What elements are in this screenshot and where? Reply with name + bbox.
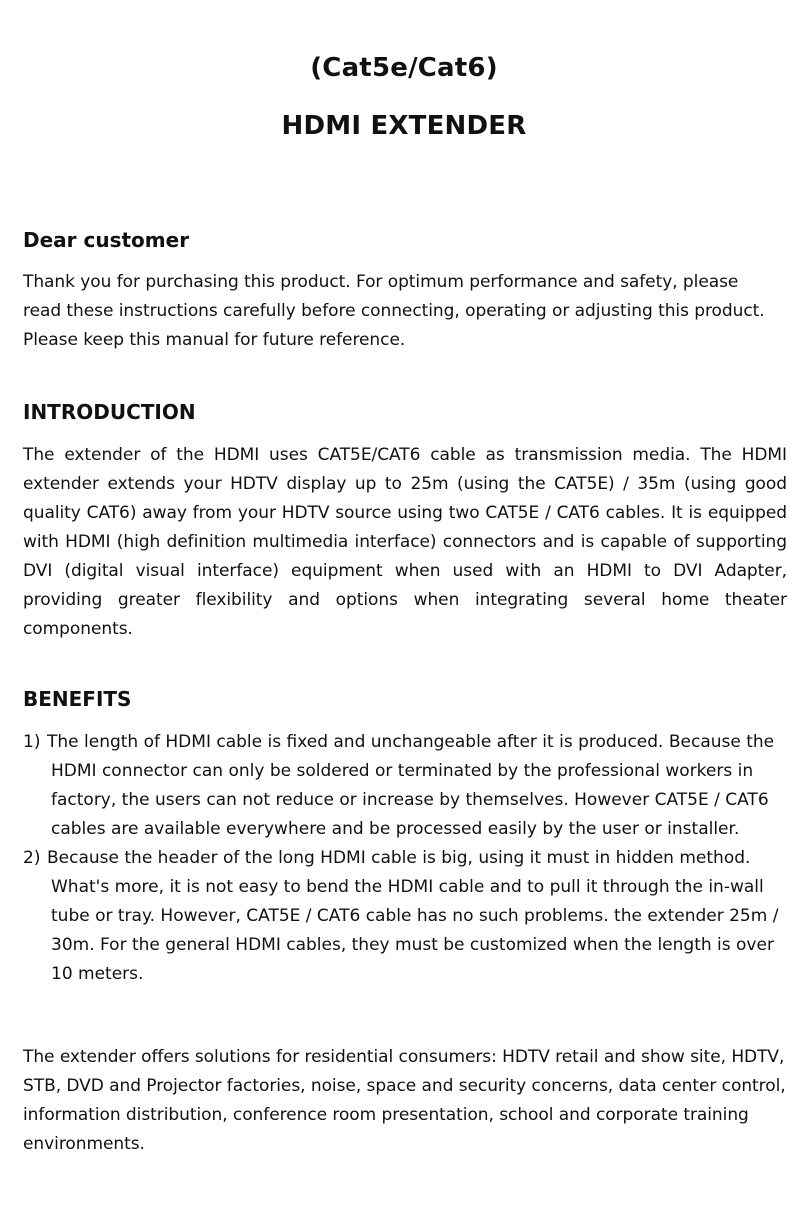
benefits-closing-paragraph: The extender offers solutions for residential consumers: HDTV retail and show site, HDTV, STB, DVD and Projector factories, noise, space and security concerns, data center control, information distribution, conference room presentation, school and corporate training environments. (23, 1047, 786, 1154)
benefits-list (23, 728, 787, 989)
benefits-heading: BENEFITS (23, 687, 132, 711)
dear-customer-heading: Dear customer (23, 228, 190, 252)
document-title: HDMI EXTENDER (281, 111, 527, 141)
benefit-item-2-text: Because the header of the long HDMI cable is big, using it must in hidden method. What's more, it is not easy to bend the HDMI cable and to pull it through the in-wall tube or tray. However, CAT5E / CAT6 cable has no such problems. the extender 25m / 30m. For the general HDMI cables, they must be customized when the length is over 10 meters. (47, 848, 779, 984)
benefit-item-2 (23, 844, 787, 989)
introduction-paragraph: The extender of the HDMI uses CAT5E/CAT6 cable as transmission media. The HDMI extender extends your HDTV display up to 25m (using the CAT5E) / 35m (using good quality CAT6) away from your HDTV source using two CAT5E / CAT6 cables. It is equipped with HDMI (high definition multimedia interface) connectors and is capable of supporting DVI (digital visual interface) equipment when used with an HDMI to DVI Adapter, providing greater flexibility and options when integrating several home theater components. (23, 445, 787, 639)
benefit-item-1 (23, 728, 787, 844)
dear-customer-paragraph: Thank you for purchasing this product. For optimum performance and safety, please read these instructions carefully before connecting, operating or adjusting this product. Please keep this manual for future reference. (23, 272, 765, 350)
introduction-heading: INTRODUCTION (23, 400, 196, 424)
benefit-item-1-text: The length of HDMI cable is fixed and unchangeable after it is produced. Because the HDMI connector can only be soldered or terminated by the professional workers in factory, the users can not reduce or increase by themselves. However CAT5E / CAT6 cables are available everywhere and be processed easily by the user or installer. (47, 732, 775, 839)
benefit-item-1-number: 1) (23, 732, 41, 752)
benefit-item-2-number: 2) (23, 848, 41, 868)
document-subtitle: (Cat5e/Cat6) (310, 53, 498, 83)
